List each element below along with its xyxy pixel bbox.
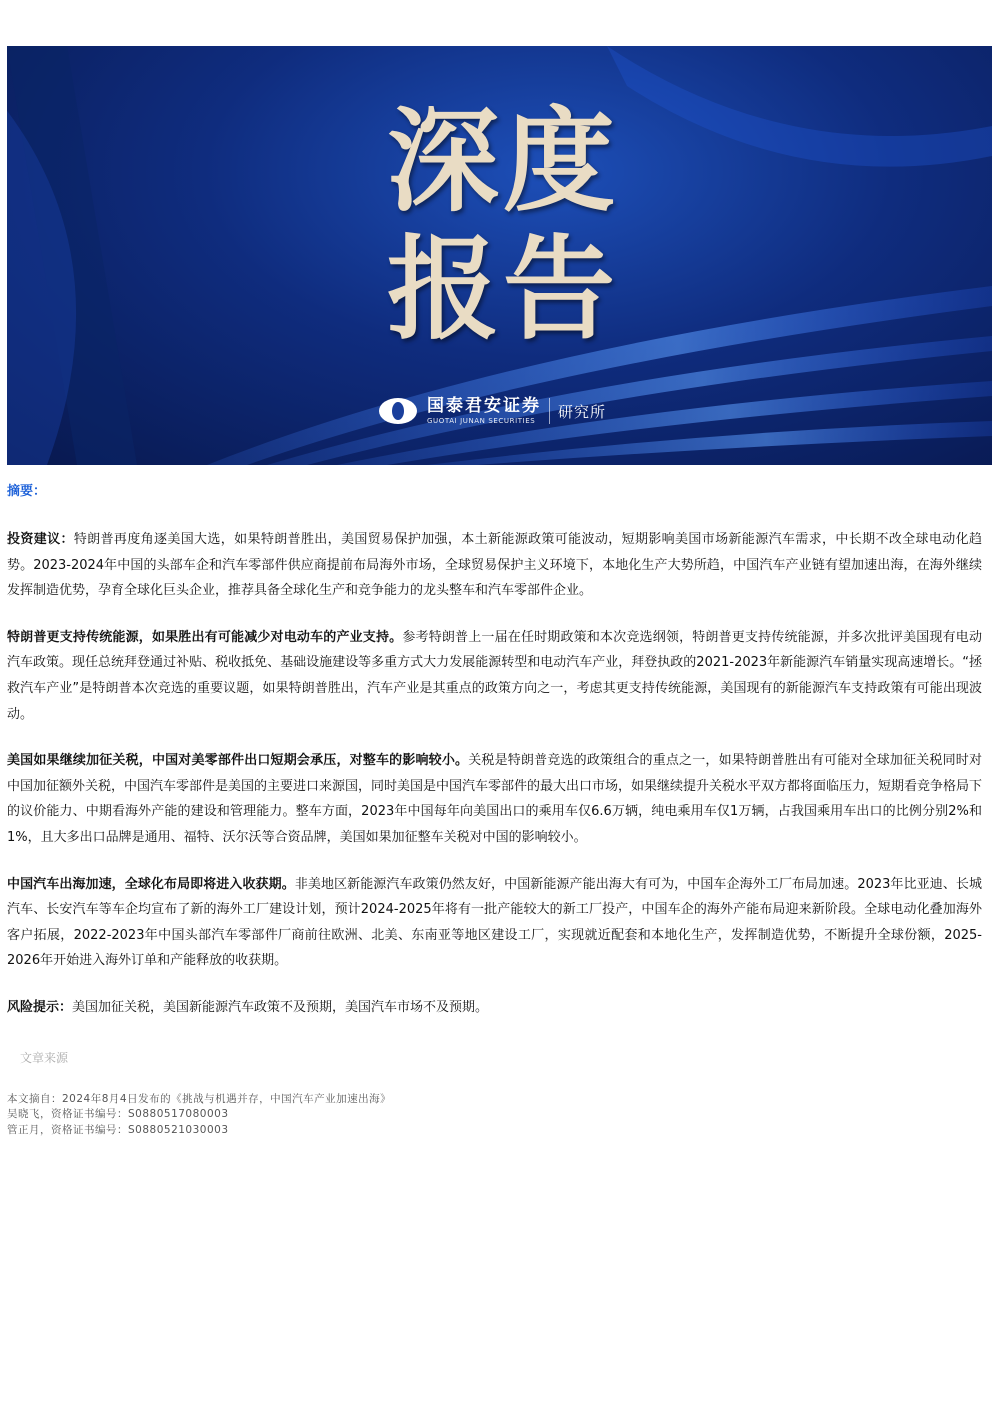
- company-logo: [379, 391, 606, 431]
- logo-divider: [549, 398, 550, 424]
- summary-heading: 摘要：: [7, 484, 47, 499]
- meta-source-line: 本文摘自：2024年8月4日发布的《挑战与机遇并存，中国汽车产业加速出海》: [7, 1092, 392, 1105]
- paragraph-risk-warning: [7, 995, 982, 1021]
- paragraph-body: 参考特朗普上一届在任时期政策和本次竞选纲领，特朗普更支持传统能源，并多次批评美国现有电动汽车政策。现任总统拜登通过补贴、税收抵免、基础设施建设等多重方式大力发展能源转型和电动汽车产业，拜登执政的2021-2023年新能源汽车销量实现高速增长。“拯救汽车产业”是特朗普本次竞选的重要议题，如果特朗普胜出，汽车产业是其重点的政策方向之一，考虑其更支持传统能源，美国现有的新能源汽车支持政策有可能出现波动。: [7, 629, 982, 722]
- paragraph-lead: 美国如果继续加征关税，中国对美零部件出口短期会承压，对整车的影响较小。: [7, 753, 469, 769]
- paragraph-overseas-expansion: [7, 872, 982, 974]
- paragraph-body: 非美地区新能源汽车政策仍然友好，中国新能源产能出海大有可为，中国车企海外工厂布局加速。2023年比亚迪、长城汽车、长安汽车等车企均宣布了新的海外工厂建设计划，预计2024-2025年将有一批产能较大的新工厂投产，中国车企的海外产能布局迎来新阶段。全球电动化叠加海外客户拓展，2022-2023年中国头部汽车零部件厂商前往欧洲、北美、东南亚等地区建设工厂，实现就近配套和本地化生产，发挥制造优势，不断提升全球份额，2025-2026年开始进入海外订单和产能释放的收获期。: [7, 876, 982, 969]
- paragraph-body: 美国加征关税，美国新能源汽车政策不及预期，美国汽车市场不及预期。: [72, 999, 489, 1015]
- paragraph-tariffs: [7, 748, 982, 850]
- paragraph-lead: 特朗普更支持传统能源，如果胜出有可能减少对电动车的产业支持。: [7, 629, 403, 645]
- banner-title-line-2: 报告: [387, 224, 619, 355]
- company-logo-icon: [379, 398, 417, 424]
- report-banner: [7, 46, 992, 465]
- paragraph-lead: 中国汽车出海加速，全球化布局即将进入收获期。: [7, 876, 295, 892]
- meta-author-line: 管正月，资格证书编号：S0880521030003: [7, 1123, 229, 1136]
- article-body: [7, 481, 982, 1138]
- paragraph-lead: 风险提示：: [7, 999, 73, 1015]
- paragraph-lead: 投资建议：: [7, 532, 74, 547]
- paragraph-investment-advice: [7, 527, 982, 604]
- logo-name-en: GUOTAI JUNAN SECURITIES: [427, 417, 536, 425]
- paragraph-traditional-energy: [7, 625, 982, 727]
- paragraph-body: 特朗普再度角逐美国大选，如果特朗普胜出，美国贸易保护加强，本土新能源政策可能波动，短期影响美国市场新能源汽车需求，中长期不改全球电动化趋势。2023-2024年中国的头部车企和汽车零部件供应商提前布局海外市场，全球贸易保护主义环境下，本地化生产大势所趋，中国汽车产业链有望加速出海，在海外继续发挥制造优势，孕育全球化巨头企业，推荐具备全球化生产和竞争能力的龙头整车和汽车零部件企业。: [7, 532, 982, 599]
- logo-name-cn: 国泰君安证券: [427, 396, 541, 416]
- meta-author-line: 吴晓飞，资格证书编号：S0880517080003: [7, 1108, 229, 1120]
- article-source-link[interactable]: 文章来源: [20, 1050, 69, 1065]
- article-meta: [7, 1092, 982, 1139]
- logo-institute: 研究所: [558, 402, 607, 421]
- banner-title-line-1: 深度: [387, 96, 619, 227]
- paragraph-body: 关税是特朗普竞选的政策组合的重点之一，如果特朗普胜出有可能对全球加征关税同时对中国加征额外关税，中国汽车零部件是美国的主要进口来源国，同时美国是中国汽车零部件的最大出口市场，如果继续提升关税水平双方都将面临压力，短期看竞争格局下的议价能力、中期看海外产能的建设和管理能力。整车方面，2023年中国每年向美国出口的乘用车仅6.6万辆，纯电乘用车仅1万辆，占我国乘用车出口的比例分别2%和1%，且大多出口品牌是通用、福特、沃尔沃等合资品牌，美国如果加征整车关税对中国的影响较小。: [7, 753, 983, 845]
